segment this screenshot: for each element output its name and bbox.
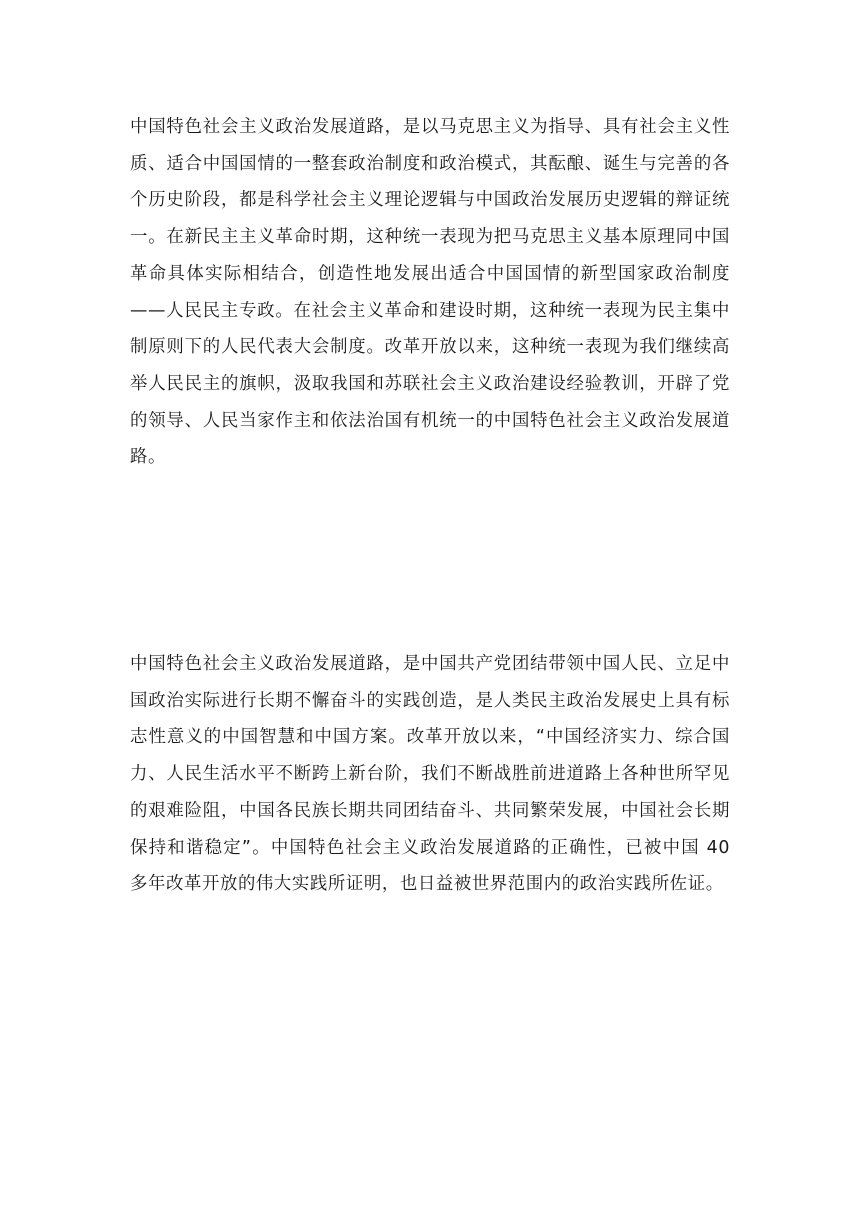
paragraph-2: 中国特色社会主义政治发展道路，是中国共产党团结带领中国人民、立足中国政治实际进行长期不懈奋斗的实践创造，是人类民主政治发展史上具有标志性意义的中国智慧和中国方案。改革开放以来，“中国经济实力、综合国力、人民生活水平不断跨上新台阶，我们不断战胜前进道路上各种世所罕见的艰难险阻，中国各民族长期共同团结奋斗、共同繁荣发展，中国社会长期保持和谐稳定”。中国特色社会主义政治发展道路的正确性，已被中国 40 多年改革开放的伟大实践所证明，也日益被世界范围内的政治实践所佐证。 <box>130 654 730 895</box>
paragraph-1: 中国特色社会主义政治发展道路，是以马克思主义为指导、具有社会主义性质、适合中国国情的一整套政治制度和政治模式，其酝酿、诞生与完善的各个历史阶段，都是科学社会主义理论逻辑与中国政治发展历史逻辑的辩证统一。在新民主主义革命时期，这种统一表现为把马克思主义基本原理同中国革命具体实际相结合，创造性地发展出适合中国国情的新型国家政治制度——人民民主专政。在社会主义革命和建设时期，这种统一表现为民主集中制原则下的人民代表大会制度。改革开放以来，这种统一表现为我们继续高举人民民主的旗帜，汲取我国和苏联社会主义政治建设经验教训，开辟了党的领导、人民当家作主和依法治国有机统一的中国特色社会主义政治发展道路。 <box>130 117 730 468</box>
